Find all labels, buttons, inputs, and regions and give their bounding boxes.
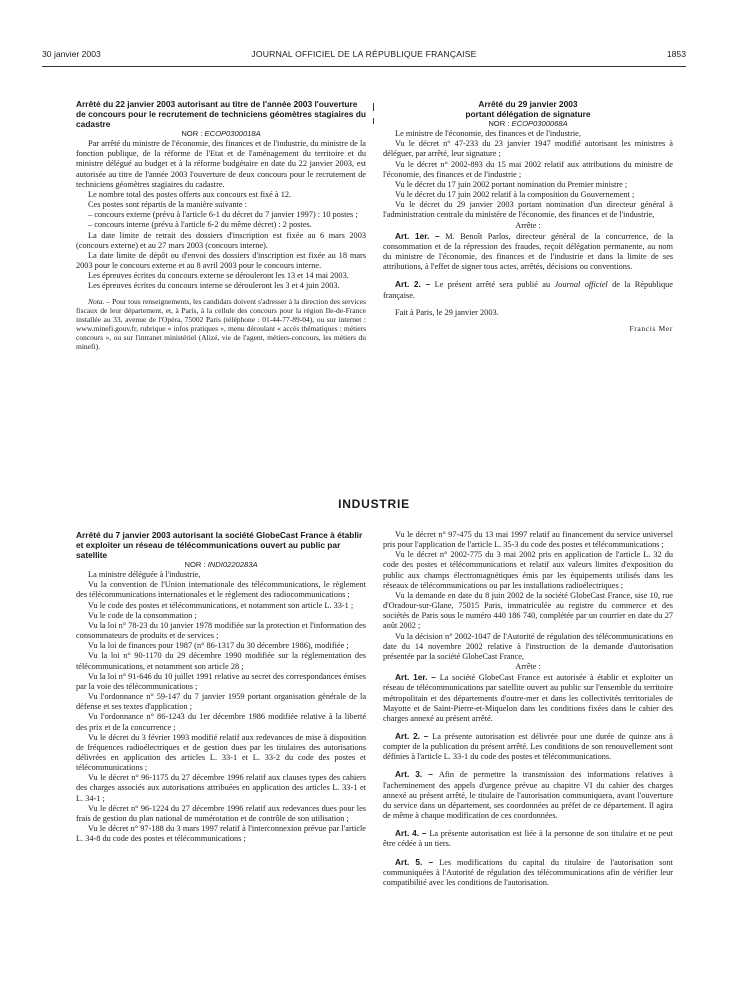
decree-geometres <box>76 99 366 351</box>
paragraph: Vu la loi n° 91-646 du 10 juillet 1991 relative au secret des correspondances émises par la voie des télécommunications ; <box>76 671 366 691</box>
column-divider <box>373 103 374 111</box>
paragraph: Les épreuves écrites du concours externe se dérouleront les 13 et 14 mai 2003. <box>88 271 349 281</box>
list-item: – concours externe (prévu à l'article 6-1 du décret du 7 janvier 1997) : 10 postes ; <box>88 210 358 220</box>
decree-title: Arrêté du 7 janvier 2003 autorisant la société GlobeCast France à établir et exploiter un réseau de télécommunications ouvert au public par satellite <box>76 530 363 560</box>
paragraph: Ces postes sont répartis de la manière suivante : <box>88 200 247 210</box>
paragraph: Vu la loi n° 78-23 du 10 janvier 1978 modifiée sur la protection et l'information des consommateurs de produits et de services ; <box>76 620 366 641</box>
paragraph: Par arrêté du ministre de l'économie, des finances et de l'industrie, du ministre de la fonction publique, de la réforme de l'Etat et de l'aménagement du territoire et du ministre délégué au budget et à la réforme budgétaire en date du 22 janvier 2003, est autorisée au titre de l'année 2003 l'ouverture de deux concours pour le recrutement de techniciens géomètres stagiaires du cadastre. <box>76 139 366 189</box>
paragraph: Vu la loi de finances pour 1987 (n° 86-1317 du 30 décembre 1986), modifiée ; <box>88 641 349 651</box>
section-title: INDUSTRIE <box>338 497 410 511</box>
paragraph: Les épreuves écrites du concours interne se dérouleront les 3 et 4 juin 2003. <box>88 281 340 291</box>
header-date: 30 janvier 2003 <box>42 49 101 59</box>
paragraph: Vu l'ordonnance n° 59-147 du 7 janvier 1959 portant organisation générale de la défense et ses textes d'application ; <box>76 692 366 712</box>
paragraph: Vu le décret du 17 juin 2002 portant nomination du Premier ministre ; <box>395 179 628 189</box>
decree-title: Arrêté du 22 janvier 2003 autorisant au titre de l'année 2003 l'ouverture de concours pour le recrutement de techniciens géomètres stagiaires du cadastre <box>76 99 366 129</box>
running-header <box>42 49 686 63</box>
article: Art. 1er. – M. Benoît Parlos, directeur général de la concurrence, de la consommation et de la répression des fraudes, reçoit délégation permanente, au nom du ministre de l'économie, des finances et de l'industrie et dans la limite de ses attributions, à l'effet de signer tous actes, arrêtés, décisions ou conventions. <box>383 230 673 272</box>
paragraph: Vu la demande en date du 8 juin 2002 de la société GlobeCast France, sise 10, rue d'Oradour-sur-Glane, 75015 Paris, immatriculée au registre du commerce et des sociétés de Paris sous le numéro 440 186 740, complétée par un courrier en date du 27 août 2002 ; <box>383 590 673 631</box>
paragraph: Vu le décret du 29 janvier 2003 portant nomination d'un directeur général à l'administration centrale du ministère de l'économie, des finances et de l'industrie, <box>383 200 673 220</box>
signer: Francis Mer <box>629 323 673 333</box>
paragraph: Le ministre de l'économie, des finances et de l'industrie, <box>395 129 581 139</box>
paragraph: La date limite de retrait des dossiers d'inscription est fixée au 6 mars 2003 (concours externe) et au 27 mars 2003 (concours interne). <box>76 230 366 250</box>
paragraph: Vu l'ordonnance n° 86-1243 du 1er décembre 1986 modifiée relative à la liberté des prix et de la concurrence ; <box>76 712 366 732</box>
paragraph: Vu le décret n° 97-188 du 3 mars 1997 relatif à l'interconnexion prévue par l'article L. 34-8 du code des postes et télécommunications ; <box>76 824 366 844</box>
paragraph: Le nombre total des postes offerts aux concours est fixé à 12. <box>88 189 292 199</box>
column-divider <box>373 118 374 124</box>
done-at: Fait à Paris, le 29 janvier 2003. <box>395 307 499 317</box>
arrete-heading: Arrête : <box>515 662 541 672</box>
article: Art. 3. – Afin de permettre la transmission des informations relatives à l'acheminement des appels d'urgence prévue au chapitre VI du cahier des charges annexé au présent arrêté, le titulaire de l'autorisation communiquera, avant l'ouverture du service dans un département, ses coordonnées au préfet de ce département. Il agira de même à chaque modification de ces coordonnées. <box>383 769 673 821</box>
journal-title: JOURNAL OFFICIEL DE LA RÉPUBLIQUE FRANÇAISE <box>251 49 477 59</box>
paragraph: La date limite de dépôt ou d'envoi des dossiers d'inscription est fixée au 18 mars 2003 pour le concours externe et au 8 avril 2003 pour le concours interne. <box>76 250 366 271</box>
page-number: 1853 <box>666 49 686 59</box>
article: Art. 5. – Les modifications du capital du titulaire de l'autorisation sont communiquées à l'Autorité de régulation des télécommunications afin de vérifier leur compatibilité avec les conditions de l'autorisation. <box>383 856 673 887</box>
paragraph: Vu le code des postes et télécommunications, et notamment son article L. 33-1 ; <box>88 600 354 610</box>
article: Art. 4. – La présente autorisation est liée à la personne de son titulaire et ne peut être cédée à un tiers. <box>383 828 673 849</box>
decree-title: Arrêté du 29 janvier 2003 portant délégation de signature <box>465 99 591 119</box>
paragraph: Vu la convention de l'Union internationale des télécommunications, le règlement des télécommunications internationales et le règlement des radiocommunications ; <box>76 580 366 600</box>
nota-note: Nota. – Pour tous renseignements, les candidats doivent s'adresser à la direction des services fiscaux de leur département, et, à Paris, à la cellule des concours pour la région Ile-de-France installée au 33, avenue de l'Opéra, 75002 Paris (téléphone : 01-44-77-89-04), ou sur internet : www.minefi.gouv.fr, rubrique « infos pratiques », menu déroulant « accès thématiques : métiers concours », ou sur l'intranet ministériel (Alizé, vie de l'agent, métiers-concours, les métiers du minefi). <box>76 296 366 351</box>
paragraph: Vu la loi n° 90-1170 du 29 décembre 1990 modifiée sur la réglementation des télécommunications, et notamment son article 28 ; <box>76 651 366 671</box>
paragraph: Vu la décision n° 2002-1047 de l'Autorité de régulation des télécommunications en date du 14 novembre 2002 relative à l'instruction de la demande d'autorisation présentée par la société GlobeCast France, <box>383 631 673 661</box>
list-item: – concours interne (prévu à l'article 6-2 du même décret) : 2 postes. <box>88 220 312 230</box>
paragraph: Vu le décret n° 96-1224 du 27 décembre 1996 relatif aux redevances dues pour les frais de gestion du plan national de numérotation et de contrôle de son utilisation ; <box>76 803 366 823</box>
nor-reference: NOR : ECOP0300018A <box>181 129 261 138</box>
nor-reference: NOR : ECOP0300068A <box>488 119 568 128</box>
decree-globecast-left <box>76 530 366 844</box>
paragraph: Vu le décret n° 2002-893 du 15 mai 2002 relatif aux attributions du ministre de l'économie, des finances et de l'industrie ; <box>383 159 673 179</box>
header-rule <box>42 66 686 67</box>
article: Art. 2. – La présente autorisation est délivrée pour une durée de quinze ans à compter de la publication du présent arrêté. Les conditions de son renouvellement sont définies à l'article L. 33-1 du code des postes et télécommunications. <box>383 730 673 762</box>
article: Art. 1er. – La société GlobeCast France est autorisée à établir et exploiter un réseau de télécommunications par satellite ouvert au public sur l'ensemble du territoire métropolitain et des départements d'outre-mer et dans les collectivités territoriales de Mayotte et de Saint-Pierre-et-Miquelon dans les conditions fixées dans le cahier des charges annexé au présent arrêté. <box>383 672 673 723</box>
paragraph: Vu le décret n° 96-1175 du 27 décembre 1996 relatif aux clauses types des cahiers des charges associés aux autorisations attribuées en application des articles L. 33-1 et L. 34-1 ; <box>76 773 366 803</box>
paragraph: Vu le code de la consommation ; <box>88 610 197 620</box>
paragraph: Vu le décret du 17 juin 2002 relatif à la composition du Gouvernement ; <box>395 190 635 200</box>
paragraph: Vu le décret n° 2002-775 du 3 mai 2002 pris en application de l'article L. 32 du code des postes et télécommunications et relatif aux valeurs limites d'exposition du public aux champs électromagnétiques émis par les équipements utilisés dans les réseaux de télécommunications ou par les installations radioélectriques ; <box>383 550 673 590</box>
paragraph: Vu le décret du 3 février 1993 modifié relatif aux redevances de mise à disposition de fréquences radioélectriques et de gestion dues par les titulaires des autorisations délivrées en application des articles L. 33-1 et L. 33-2 du code des postes et télécommunications ; <box>76 732 366 773</box>
paragraph: Vu le décret n° 97-475 du 13 mai 1997 relatif au financement du service universel pris pour l'application de l'article L. 35-3 du code des postes et télécommunications ; <box>383 530 673 550</box>
article: Art. 2. – Le présent arrêté sera publié au Journal officiel de la République française. <box>383 279 673 300</box>
decree-delegation <box>383 99 673 334</box>
decree-globecast-right <box>383 530 673 888</box>
nor-reference: NOR : INDI0220283A <box>184 560 258 569</box>
paragraph: La ministre déléguée à l'industrie, <box>88 570 201 580</box>
paragraph: Vu le décret n° 47-233 du 23 janvier 1947 modifié autorisant les ministres à déléguer, par arrêté, leur signature ; <box>383 139 673 159</box>
arrete-heading: Arrête : <box>515 220 541 230</box>
